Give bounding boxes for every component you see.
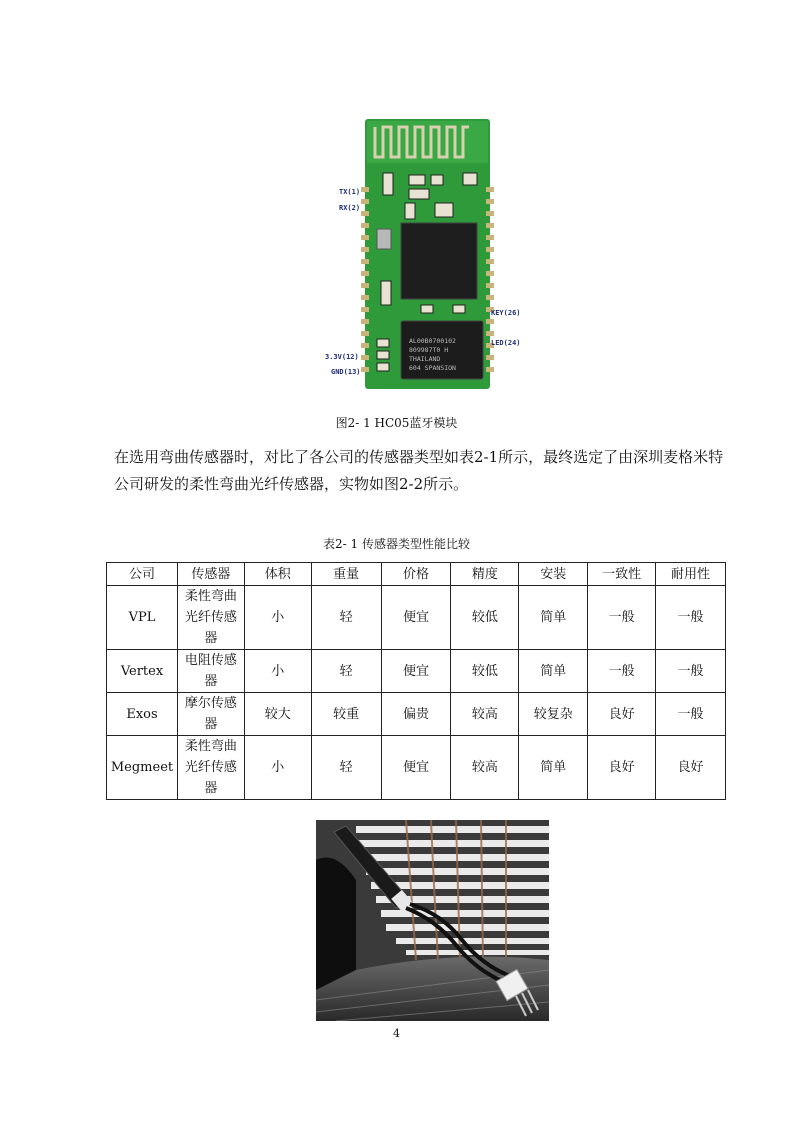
table-cell: 简单 bbox=[519, 650, 588, 693]
chip-text-line: THAILAND bbox=[409, 355, 441, 363]
table-header-cell: 体积 bbox=[244, 563, 311, 586]
table-cell: Exos bbox=[107, 693, 178, 736]
table-cell: 良好 bbox=[588, 693, 656, 736]
table-cell: 较低 bbox=[451, 586, 519, 650]
table-header-cell: 一致性 bbox=[588, 563, 656, 586]
table-cell: 偏贵 bbox=[381, 693, 451, 736]
pin-label-3v3: 3.3V(12) bbox=[325, 353, 359, 361]
table-row bbox=[107, 693, 726, 736]
table-cell: 小 bbox=[244, 736, 311, 800]
table-cell: 较高 bbox=[451, 693, 519, 736]
table-header-cell: 精度 bbox=[451, 563, 519, 586]
table-cell: 一般 bbox=[656, 650, 726, 693]
pin-label-gnd: GND(13) bbox=[331, 368, 361, 376]
pin-label-led: LED(24) bbox=[491, 339, 521, 347]
table-cell: 较大 bbox=[244, 693, 311, 736]
table-header-cell: 重量 bbox=[311, 563, 381, 586]
table-row bbox=[107, 586, 726, 650]
table-cell: 一般 bbox=[588, 586, 656, 650]
table-cell: 小 bbox=[244, 586, 311, 650]
table-cell: 简单 bbox=[519, 736, 588, 800]
pin-label-tx: TX(1) bbox=[339, 188, 361, 196]
table-cell: 便宜 bbox=[381, 586, 451, 650]
table-cell: 较复杂 bbox=[519, 693, 588, 736]
table-header-row bbox=[107, 563, 726, 586]
chip-text-line: 604 SPANSION bbox=[409, 364, 456, 372]
table-row bbox=[107, 736, 726, 800]
table-header-cell: 公司 bbox=[107, 563, 178, 586]
table-cell: 一般 bbox=[588, 650, 656, 693]
table-header-cell: 安装 bbox=[519, 563, 588, 586]
table-cell: 摩尔传感器 bbox=[177, 693, 244, 736]
table-cell: 较高 bbox=[451, 736, 519, 800]
table-cell: 柔性弯曲光纤传感器 bbox=[177, 736, 244, 800]
table-cell: 轻 bbox=[311, 650, 381, 693]
table-cell: 较重 bbox=[311, 693, 381, 736]
table-caption: 表2- 1 传感器类型性能比较 bbox=[323, 537, 470, 551]
flex-sensor-photo bbox=[316, 820, 549, 1021]
table-header-cell: 价格 bbox=[381, 563, 451, 586]
table-cell: 简单 bbox=[519, 586, 588, 650]
table-cell: 良好 bbox=[588, 736, 656, 800]
table-cell: 轻 bbox=[311, 586, 381, 650]
table-cell: 小 bbox=[244, 650, 311, 693]
table-cell: Megmeet bbox=[107, 736, 178, 800]
table-cell: 较低 bbox=[451, 650, 519, 693]
table-header-cell: 传感器 bbox=[177, 563, 244, 586]
table-header-cell: 耐用性 bbox=[656, 563, 726, 586]
hc05-module-figure bbox=[325, 117, 530, 390]
table-cell: 电阻传感器 bbox=[177, 650, 244, 693]
table-cell: VPL bbox=[107, 586, 178, 650]
pin-label-rx: RX(2) bbox=[339, 204, 361, 212]
table-cell: 一般 bbox=[656, 586, 726, 650]
sensor-comparison-table bbox=[106, 562, 726, 800]
table-cell: 一般 bbox=[656, 693, 726, 736]
chip-text-line: 809987T0 H bbox=[409, 346, 449, 354]
table-cell: 便宜 bbox=[381, 736, 451, 800]
table-cell: 轻 bbox=[311, 736, 381, 800]
table-cell: 便宜 bbox=[381, 650, 451, 693]
pin-label-key: KEY(26) bbox=[491, 309, 521, 317]
chip-text-line: AL00B0700102 bbox=[409, 337, 456, 345]
body-paragraph: 在选用弯曲传感器时，对比了各公司的传感器类型如表2-1所示，最终选定了由深圳麦格米特公司研发的柔性弯曲光纤传感器，实物如图2-2所示。 bbox=[114, 448, 724, 493]
flex-sensor-illustration bbox=[316, 820, 549, 1021]
table-cell: 良好 bbox=[656, 736, 726, 800]
table-row bbox=[107, 650, 726, 693]
page-number: 4 bbox=[393, 1027, 400, 1040]
hc05-module-photo bbox=[325, 117, 530, 390]
table-cell: Vertex bbox=[107, 650, 178, 693]
table-cell: 柔性弯曲光纤传感器 bbox=[177, 586, 244, 650]
figure-caption: 图2- 1 HC05蓝牙模块 bbox=[335, 416, 458, 430]
